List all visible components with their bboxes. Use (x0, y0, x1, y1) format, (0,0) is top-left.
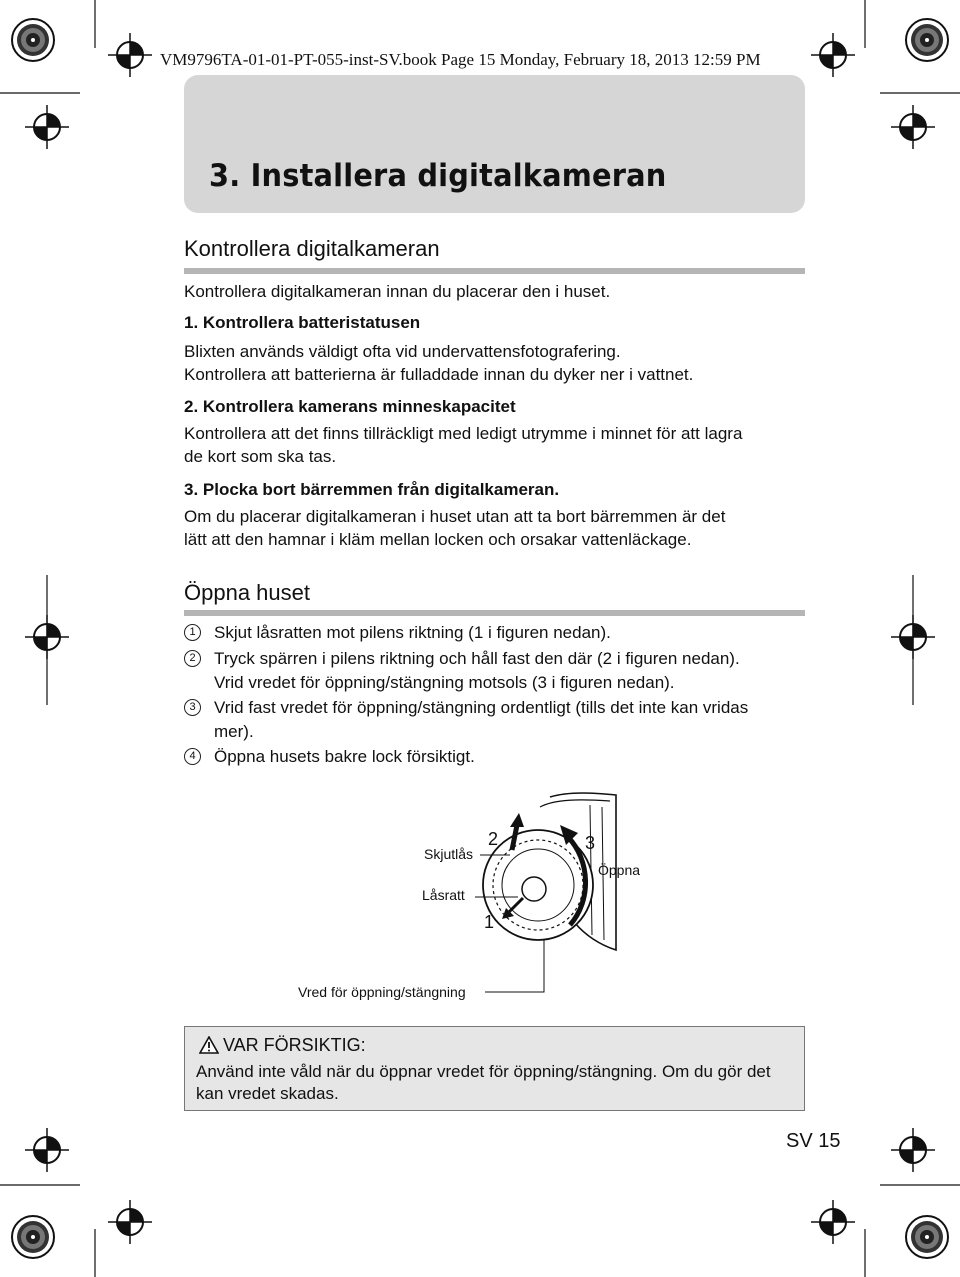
figure-number-1: 1 (484, 912, 495, 932)
item-text: de kort som ska tas. (184, 447, 337, 466)
vred-leader-line (485, 940, 545, 995)
label-lasratt: Låsratt (422, 887, 465, 903)
step-text: Vrid fast vredet för öppning/stängning ordentligt (tills det inte kan vridas (214, 698, 749, 717)
label-skjutlas: Skjutlås (424, 846, 474, 862)
item-text: Om du placerar digitalkameran i huset utan att ta bort bärremmen är det (184, 507, 726, 526)
chapter-title: 3. Installera digitalkameran (209, 158, 667, 194)
step-number: 1 (184, 624, 201, 641)
caution-text: kan vredet skadas. (196, 1084, 339, 1103)
item-text: Kontrollera att batterierna är fulladdade innan du dyker ner i vattnet. (184, 365, 694, 384)
label-vred: Vred för öppning/stängning (298, 984, 466, 1000)
section-rule (184, 268, 805, 274)
item-text: Kontrollera att det finns tillräckligt med ledigt utrymme i minnet för att lagra (184, 424, 743, 443)
item-title: 2. Kontrollera kamerans minneskapacitet (184, 397, 516, 416)
warning-icon (199, 1036, 219, 1054)
item-text: Blixten används väldigt ofta vid undervattensfotografering. (184, 342, 621, 361)
section-heading: Öppna huset (184, 580, 310, 605)
item-title: 3. Plocka bort bärremmen från digitalkameran. (184, 480, 560, 499)
item-title: 1. Kontrollera batteristatusen (184, 313, 421, 332)
step-text: Skjut låsratten mot pilens riktning (1 i figuren nedan). (214, 623, 611, 642)
caution-text: Använd inte våld när du öppnar vredet för öppning/stängning. Om du gör det (196, 1062, 771, 1081)
figure-number-3: 3 (585, 833, 596, 853)
step-text: Vrid vredet för öppning/stängning motsols (3 i figuren nedan). (214, 673, 675, 692)
book-header: VM9796TA-01-01-PT-055-inst-SV.book Page 15 Monday, February 18, 2013 12:59 PM (160, 50, 761, 69)
intro-text: Kontrollera digitalkameran innan du placerar den i huset. (184, 282, 611, 301)
step-text: Tryck spärren i pilens riktning och håll fast den där (2 i figuren nedan). (214, 649, 740, 668)
section-heading: Kontrollera digitalkameran (184, 236, 440, 261)
section-rule (184, 610, 805, 616)
page-number: SV 15 (786, 1130, 841, 1152)
item-text: lätt att den hamnar i kläm mellan locken och orsakar vattenläckage. (184, 530, 692, 549)
caution-title: VAR FÖRSIKTIG: (223, 1035, 366, 1055)
step-number: 4 (184, 748, 201, 765)
step-text: mer). (214, 722, 254, 741)
figure-number-2: 2 (488, 829, 499, 849)
step-number: 2 (184, 650, 201, 667)
label-oppna: Öppna (598, 862, 641, 878)
step-number: 3 (184, 699, 201, 716)
step-text: Öppna husets bakre lock försiktigt. (214, 747, 475, 766)
